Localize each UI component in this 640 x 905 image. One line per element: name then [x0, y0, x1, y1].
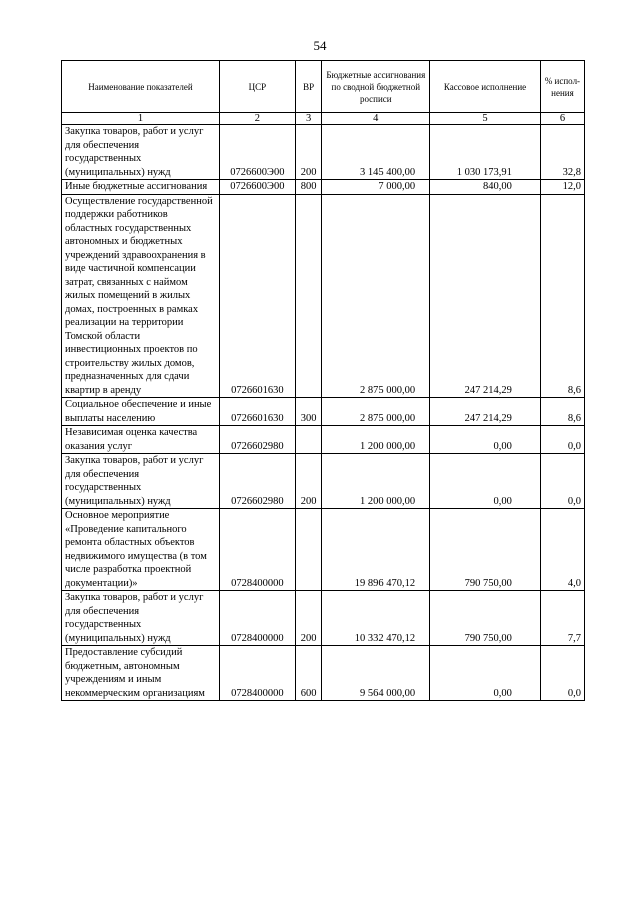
execution-amount: 0,00	[430, 454, 541, 509]
column-number: 6	[540, 113, 584, 125]
execution-amount: 0,00	[430, 646, 541, 701]
indicator-name: Основное мероприятие «Проведение капитального ремонта областных объектов недвижимого имущества (в том числе разработка проектной документации)»	[62, 509, 220, 591]
budget-amount: 3 145 400,00	[322, 125, 430, 180]
column-number-row	[62, 113, 585, 125]
execution-percent: 0,0	[540, 646, 584, 701]
execution-amount: 1 030 173,91	[430, 125, 541, 180]
budget-amount: 1 200 000,00	[322, 454, 430, 509]
vr-code: 800	[295, 180, 322, 195]
execution-percent: 4,0	[540, 509, 584, 591]
indicator-name: Иные бюджетные ассигнования	[62, 180, 220, 195]
vr-code: 200	[295, 125, 322, 180]
execution-percent: 32,8	[540, 125, 584, 180]
csr-code: 0726601630	[219, 194, 295, 398]
execution-amount: 0,00	[430, 426, 541, 454]
execution-amount: 790 750,00	[430, 591, 541, 646]
table-header-row	[62, 61, 585, 113]
execution-percent: 8,6	[540, 398, 584, 426]
indicator-name: Закупка товаров, работ и услуг для обеспечения государственных (муниципальных) нужд	[62, 591, 220, 646]
column-number: 5	[430, 113, 541, 125]
column-number: 1	[62, 113, 220, 125]
csr-code: 0728400000	[219, 646, 295, 701]
vr-code: 200	[295, 454, 322, 509]
indicator-name: Закупка товаров, работ и услуг для обеспечения государственных (муниципальных) нужд	[62, 125, 220, 180]
column-number: 2	[219, 113, 295, 125]
budget-amount: 2 875 000,00	[322, 398, 430, 426]
table-row	[62, 426, 585, 454]
table-row	[62, 398, 585, 426]
table-row	[62, 646, 585, 701]
vr-code: 200	[295, 591, 322, 646]
execution-percent: 8,6	[540, 194, 584, 398]
execution-amount: 840,00	[430, 180, 541, 195]
table-row	[62, 454, 585, 509]
table-row	[62, 591, 585, 646]
execution-amount: 790 750,00	[430, 509, 541, 591]
vr-code	[295, 194, 322, 398]
csr-code: 0726600Э00	[219, 180, 295, 195]
budget-amount: 2 875 000,00	[322, 194, 430, 398]
indicator-name: Предоставление субсидий бюджетным, автономным учреждениям и иным некоммерческим организациям	[62, 646, 220, 701]
budget-amount: 10 332 470,12	[322, 591, 430, 646]
indicator-name: Независимая оценка качества оказания услуг	[62, 426, 220, 454]
csr-code: 0726601630	[219, 398, 295, 426]
execution-amount: 247 214,29	[430, 194, 541, 398]
budget-execution-table	[61, 60, 585, 701]
csr-code: 0726600Э00	[219, 125, 295, 180]
header-execution: Кассовое исполнение	[430, 61, 541, 113]
table-row	[62, 509, 585, 591]
execution-percent: 7,7	[540, 591, 584, 646]
column-number: 3	[295, 113, 322, 125]
execution-amount: 247 214,29	[430, 398, 541, 426]
execution-percent: 0,0	[540, 454, 584, 509]
csr-code: 0726602980	[219, 426, 295, 454]
page-number: 54	[313, 38, 327, 53]
vr-code: 300	[295, 398, 322, 426]
column-number: 4	[322, 113, 430, 125]
csr-code: 0728400000	[219, 591, 295, 646]
vr-code	[295, 509, 322, 591]
indicator-name: Осуществление государственной поддержки работников областных государственных автономных и бюджетных учреждений здравоохранения в виде частичной компенсации затрат, связанных с наймом жилых помещений в жилых домах, построенных в рамках реализации на территории Томской области инвестиционных проектов по строительству жилых домов, предназначенных для сдачи квартир в аренду	[62, 194, 220, 398]
header-vr: ВР	[295, 61, 322, 113]
vr-code: 600	[295, 646, 322, 701]
indicator-name: Социальное обеспечение и иные выплаты населению	[62, 398, 220, 426]
header-percent: % испол-нения	[540, 61, 584, 113]
indicator-name: Закупка товаров, работ и услуг для обеспечения государственных (муниципальных) нужд	[62, 454, 220, 509]
budget-amount: 7 000,00	[322, 180, 430, 195]
execution-percent: 12,0	[540, 180, 584, 195]
header-name: Наименование показателей	[62, 61, 220, 113]
table-row	[62, 194, 585, 398]
header-budget: Бюджетные ассигнования по сводной бюджетной росписи	[322, 61, 430, 113]
budget-amount: 1 200 000,00	[322, 426, 430, 454]
budget-amount: 19 896 470,12	[322, 509, 430, 591]
csr-code: 0726602980	[219, 454, 295, 509]
execution-percent: 0,0	[540, 426, 584, 454]
csr-code: 0728400000	[219, 509, 295, 591]
table-row	[62, 125, 585, 180]
header-csr: ЦСР	[219, 61, 295, 113]
table-row	[62, 180, 585, 195]
budget-amount: 9 564 000,00	[322, 646, 430, 701]
vr-code	[295, 426, 322, 454]
